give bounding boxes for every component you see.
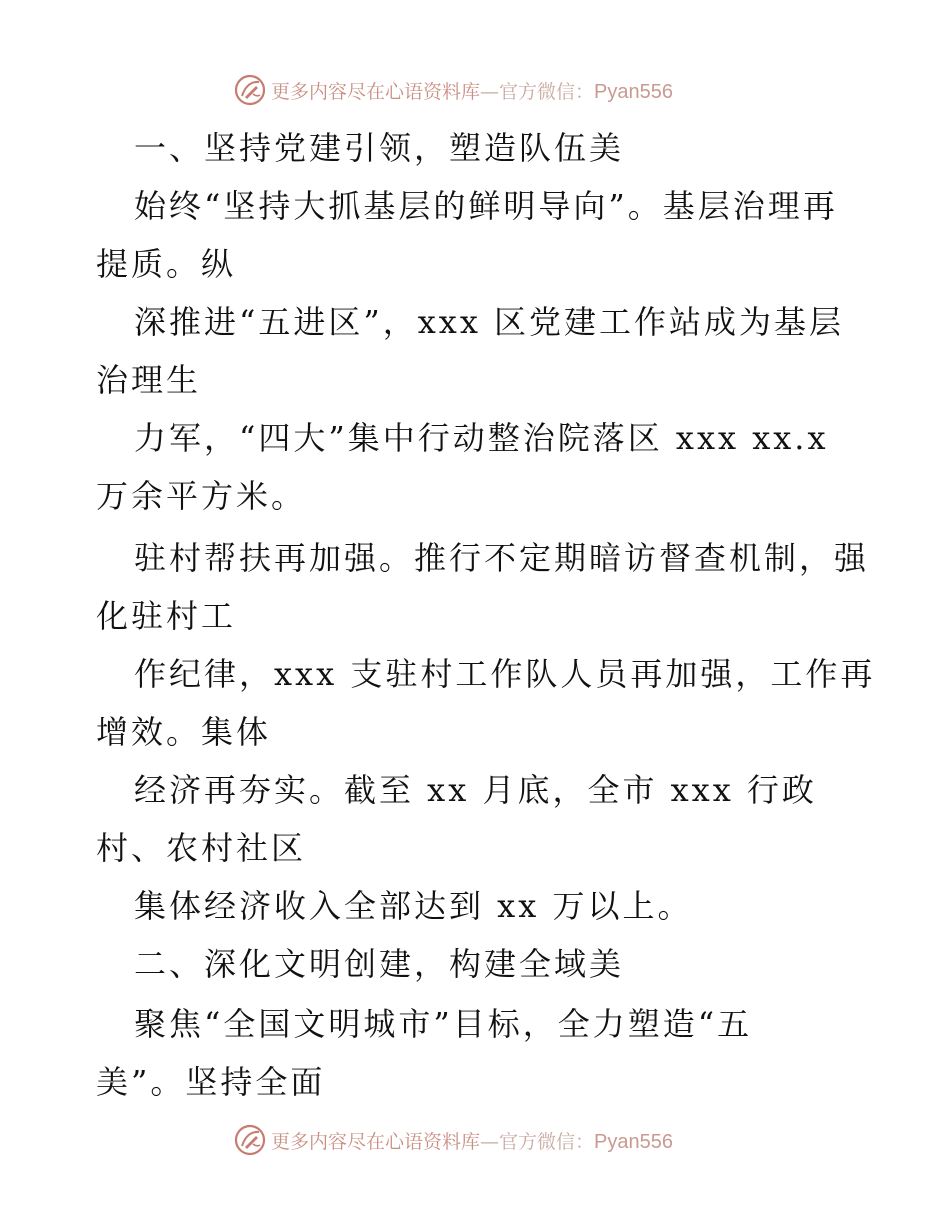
body-line: 万余平方米。	[96, 477, 307, 515]
body-line: 始终“坚持大抓基层的鲜明导向”。基层治理再	[134, 187, 838, 225]
body-line: 美”。坚持全面	[96, 1063, 326, 1101]
watermark-separator: —	[480, 80, 500, 103]
header-watermark	[233, 72, 753, 108]
watermark-text	[271, 77, 673, 104]
watermark-label: 官方微信：	[499, 1130, 595, 1153]
watermark-brand: 更多内容尽在心语资料库	[271, 80, 481, 103]
body-line: 经济再夯实。截至 xx 月底，全市 xxx 行政	[134, 771, 817, 809]
body-line: 治理生	[96, 361, 202, 399]
body-line: 化驻村工	[96, 597, 237, 635]
section-heading: 二、深化文明创建，构建全域美	[134, 945, 625, 983]
section-heading: 一、坚持党建引领，塑造队伍美	[134, 129, 625, 167]
watermark-wechat-id: Pyan556	[594, 80, 673, 103]
body-line: 作纪律，xxx 支驻村工作队人员再加强，工作再	[134, 655, 876, 693]
body-line: 力军，“四大”集中行动整治院落区 xxx xx.x	[134, 419, 829, 457]
footer-watermark	[233, 1122, 753, 1158]
watermark-wechat-id: Pyan556	[594, 1130, 673, 1153]
body-line: 驻村帮扶再加强。推行不定期暗访督查机制，强	[134, 539, 870, 577]
body-line: 村、农村社区	[96, 829, 307, 867]
pen-logo-icon	[233, 1123, 267, 1157]
watermark-label: 官方微信：	[499, 80, 595, 103]
watermark-text	[271, 1127, 673, 1154]
pen-logo-icon	[233, 73, 267, 107]
body-line: 增效。集体	[96, 713, 272, 751]
watermark-separator: —	[480, 1130, 500, 1153]
watermark-brand: 更多内容尽在心语资料库	[271, 1130, 481, 1153]
body-line: 深推进“五进区”，xxx 区党建工作站成为基层	[134, 303, 845, 341]
body-line: 聚焦“全国文明城市”目标，全力塑造“五	[134, 1005, 753, 1043]
body-line: 集体经济收入全部达到 xx 万以上。	[134, 887, 693, 925]
body-line: 提质。纵	[96, 245, 237, 283]
